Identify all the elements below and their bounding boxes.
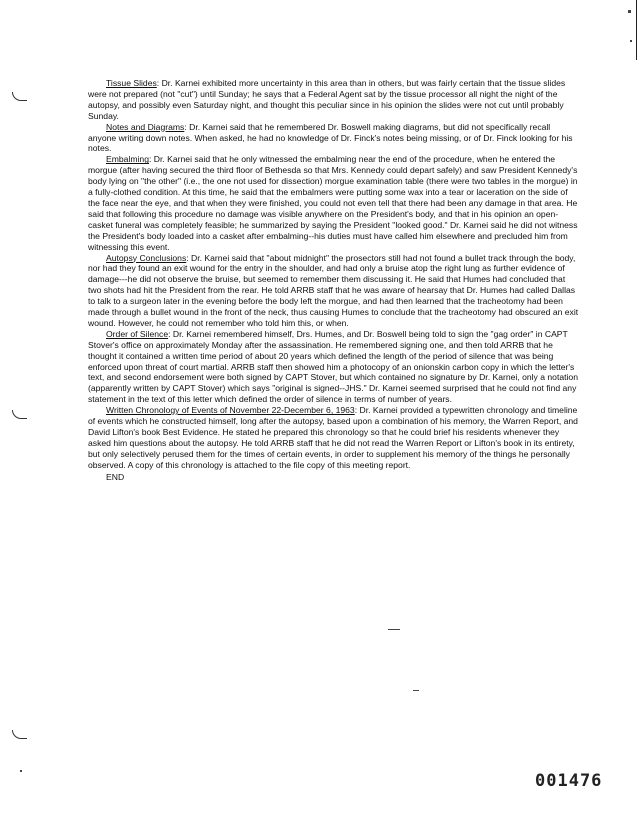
heading-chronology: Written Chronology of Events of November 22-December 6, 1963: [106, 405, 355, 416]
scan-speck: [630, 40, 632, 42]
scan-speck: [388, 629, 400, 630]
memo-body: [88, 78, 580, 483]
text-tissue-slides: : Dr. Karnei exhibited more uncertainty in this area than in others, but was fairly certain that the tissue slides were not prepared (not "cut") until Sunday; he says that a Federal Agent sat by the tissue processor all night the night of the autopsy, and possibly even Saturday night, and thought this peculiar since in his opinion the slides were not cut until probably Sunday.: [88, 78, 566, 121]
binder-hole-mark-top: [12, 92, 27, 101]
heading-embalming: Embalming: [106, 154, 149, 165]
text-notes-diagrams: : Dr. Karnei said that he remembered Dr. Boswell making diagrams, but did not specifically recall anyone writing down notes. When asked, he had no knowledge of Dr. Finck's notes being missing, or of Dr. Finck looking for his notes.: [88, 121, 573, 154]
heading-tissue-slides: Tissue Slides: [106, 78, 157, 88]
text-order-of-silence: : Dr. Karnei remembered himself, Drs. Humes, and Dr. Boswell being told to sign the "gag order" in CAPT Stover's office on approximately Monday after the assassination. He remembered signing one, and then told ARRB that he thought it contained a written time period of about 20 years which defined the length of the period of silence that was being enforced upon threat of court martial. ARRB staff then showed him a photocopy of an onionskin carbon copy in which the letter's text, and second endorsement were both signed by CAPT Stover, but which contained no signature by Dr. Karnei, only a notation (apparently written by CAPT Stover) which says "original is signed--JHS." Dr. Karnei seemed surprised that he could not find any statement in the text of this letter which defined the order of silence in terms of number of years.: [88, 328, 578, 405]
binder-hole-mark-bottom: [12, 730, 27, 739]
scan-speck: [20, 770, 22, 772]
paragraph-embalming: [88, 154, 580, 252]
scan-speck: [413, 690, 419, 691]
end-marker: END: [106, 471, 125, 482]
text-embalming: : Dr. Karnei said that he only witnessed the embalming near the end of the procedure, when he entered the morgue (after having secured the third floor of Bethesda so that Mrs. Kennedy could depart safely) and saw President Kennedy's body lying on "the other" (i.e., the one not used for dissection) morgue examination table (there were two tables in the morgue) in a fully-clothed condition. At this time, he said that the embalmers were putting some wax into a tear or laceration on the side of the face near the eye, and that when they were finished, you could not even tell that there had been any damage in that area. He said that following this procedure no damage was visible anywhere on the President's body, and that in his opinion an open-casket funeral was completely feasible; he summarized by saying the President "looked good." Dr. Karnei said he did not witness the President's body loaded into a casket after embalming--his duties must have called him elsewhere and precluded him from witnessing this event.: [88, 154, 578, 252]
paragraph-tissue-slides: [88, 78, 580, 122]
heading-order-of-silence: Order of Silence: [106, 328, 169, 339]
text-autopsy-conclusions: : Dr. Karnei said that "about midnight" the prosectors still had not found a bullet track through the body, nor had they found an exit wound for the entry in the shoulder, and had only a bruise atop the right lung as further evidence of damage---he did not observe the bruise, but seemed to remember them discussing it. He said that Humes had concluded that two shots had hit the President from the rear. He told ARRB staff that he was aware of hearsay that Dr. Humes had called Dallas to talk to a surgeon later in the evening before the body left the morgue, and had then learned that the tracheotomy had been made through a bullet wound in the front of the neck, thus causing Humes to conclude that the tracheotomy had obscured an exit wound. However, he could not remember who told him this, or when.: [88, 252, 579, 328]
text-chronology: : Dr. Karnei provided a typewritten chronology and timeline of events which he constructed himself, long after the autopsy, based upon a combination of his memory, the Warren Report, and David Lifton's book Best Evidence. He stated he prepared this chronology so that he could brief his residents whenever they asked him questions about the autopsy. He told ARRB staff that he did not read the Warren Report or Lifton's book in its entirety, but only selectively perused them for the times of certain events, in order to supplement his memory of the things he personally observed. A copy of this chronology is attached to the file copy of this meeting report.: [88, 405, 578, 470]
heading-notes-diagrams: Notes and Diagrams: [106, 121, 185, 132]
paragraph-order-of-silence: [88, 329, 580, 405]
heading-autopsy-conclusions: Autopsy Conclusions: [106, 252, 187, 263]
paragraph-autopsy-conclusions: [88, 253, 580, 329]
paragraph-chronology: [88, 405, 580, 470]
binder-hole-mark-middle: [12, 410, 27, 419]
page-stamp-number: 001476: [535, 771, 603, 791]
paragraph-notes-diagrams: [88, 122, 580, 155]
scan-speck: [628, 10, 631, 13]
